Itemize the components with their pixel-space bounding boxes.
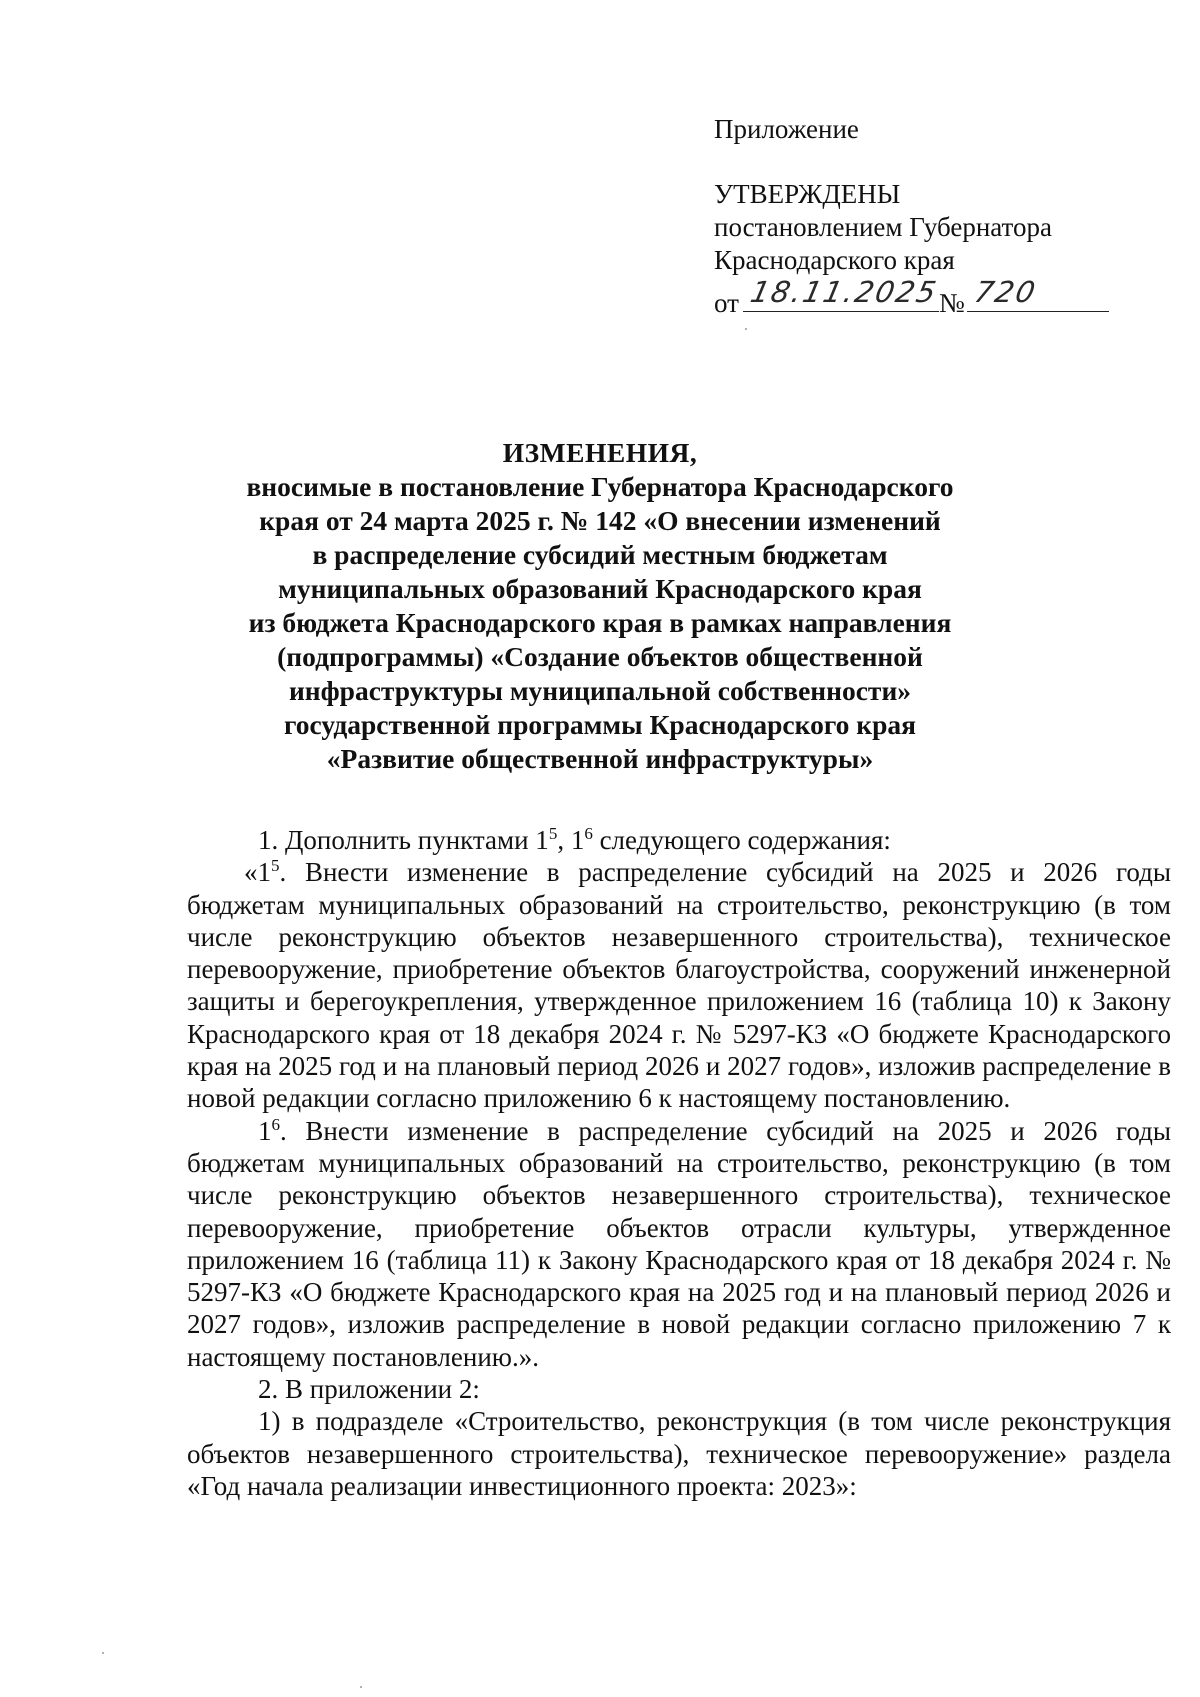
handwritten-date: 18.11.2025	[747, 275, 941, 309]
scan-speck	[360, 1686, 362, 1688]
paragraph-1	[187, 824, 1171, 856]
title-line-1: вносимые в постановление Губернатора Краснодарского	[246, 471, 954, 502]
handwritten-number: 720	[971, 275, 1040, 309]
p1-sup-a: 5	[548, 824, 558, 843]
approved-line-3: Краснодарского края	[714, 245, 955, 275]
p3-sup: 6	[271, 1114, 280, 1134]
p3-lead: 1	[258, 1115, 272, 1146]
title-line-2: края от 24 марта 2025 г. № 142 «О внесении изменений	[259, 505, 941, 536]
number-label: №	[938, 288, 965, 318]
document-title	[200, 436, 1000, 776]
appendix-label: Приложение	[714, 114, 859, 144]
title-heading: ИЗМЕНЕНИЯ,	[502, 437, 698, 468]
p1-tail: следующего содержания:	[592, 825, 891, 855]
title-line-3: в распределение субсидий местным бюджетам	[312, 539, 888, 570]
number-field	[967, 277, 1109, 312]
p3-text: . Внести изменение в распределение субсидий на 2025 и 2026 годы бюджетам муниципальных образований на строительство, реконструкцию (в том числе реконструкцию объектов незавершенного строительства), техническое перевооружение, приобретение объектов отрасли культуры, утвержденное приложением 16 (таблица 11) к Закону Краснодарского края от 18 декабря 2024 г. № 5297-КЗ «О бюджете Краснодарского края на 2025 год и на плановый период 2026 и 2027 годов», изложив распределение в новой редакции согласно приложению 7 к настоящему постановлению.».	[187, 1115, 1171, 1372]
p1-sep: , 1	[557, 825, 585, 855]
title-line-5: из бюджета Краснодарского края в рамках направления	[248, 607, 952, 638]
scan-speck	[745, 328, 747, 330]
p2-text: . Внести изменение в распределение субсидий на 2025 и 2026 годы бюджетам муниципальных образований на строительство, реконструкцию (в том числе реконструкцию объектов незавершенного строительства), техническое перевооружение, приобретение объектов благоустройства, сооружений инженерной защиты и берегоукрепления, утвержденное приложением 16 (таблица 10) к Закону Краснодарского края от 18 декабря 2024 г. № 5297-КЗ «О бюджете Краснодарского края на 2025 год и на плановый период 2026 и 2027 годов», изложив распределение в новой редакции согласно приложению 6 к настоящему постановлению.	[187, 857, 1171, 1114]
title-line-9: «Развитие общественной инфраструктуры»	[326, 743, 874, 774]
title-line-8: государственной программы Краснодарского края	[283, 709, 917, 740]
date-number-line	[714, 277, 1109, 320]
title-line-4: муниципальных образований Краснодарского края	[278, 573, 922, 604]
approved-line-2: постановлением Губернатора	[714, 212, 1052, 242]
p2-sup: 5	[271, 856, 280, 876]
document-body	[187, 824, 1171, 1502]
date-field	[743, 277, 939, 312]
p1-text: 1. Дополнить пунктами 1	[258, 825, 549, 855]
scan-speck	[102, 1652, 104, 1654]
approved-line-1: УТВЕРЖДЕНЫ	[714, 179, 901, 209]
approval-block	[714, 178, 1109, 320]
title-line-6: (подпрограммы) «Создание объектов общественной	[277, 641, 923, 672]
p2-lead: «1	[244, 857, 271, 888]
paragraph-2: 2. В приложении 2:	[258, 1374, 480, 1405]
p1-sup-b: 6	[584, 824, 593, 843]
date-prefix: от	[714, 288, 739, 318]
title-line-7: инфраструктуры муниципальной собственности»	[288, 675, 912, 706]
paragraph-1-5	[187, 856, 1171, 1114]
paragraph-2-1: 1) в подразделе «Строительство, реконструкция (в том числе реконструкция объектов незавершенного строительства), техническое перевооружение» раздела «Год начала реализации инвестиционного проекта: 2023»:	[187, 1406, 1171, 1501]
paragraph-1-6	[187, 1115, 1171, 1373]
